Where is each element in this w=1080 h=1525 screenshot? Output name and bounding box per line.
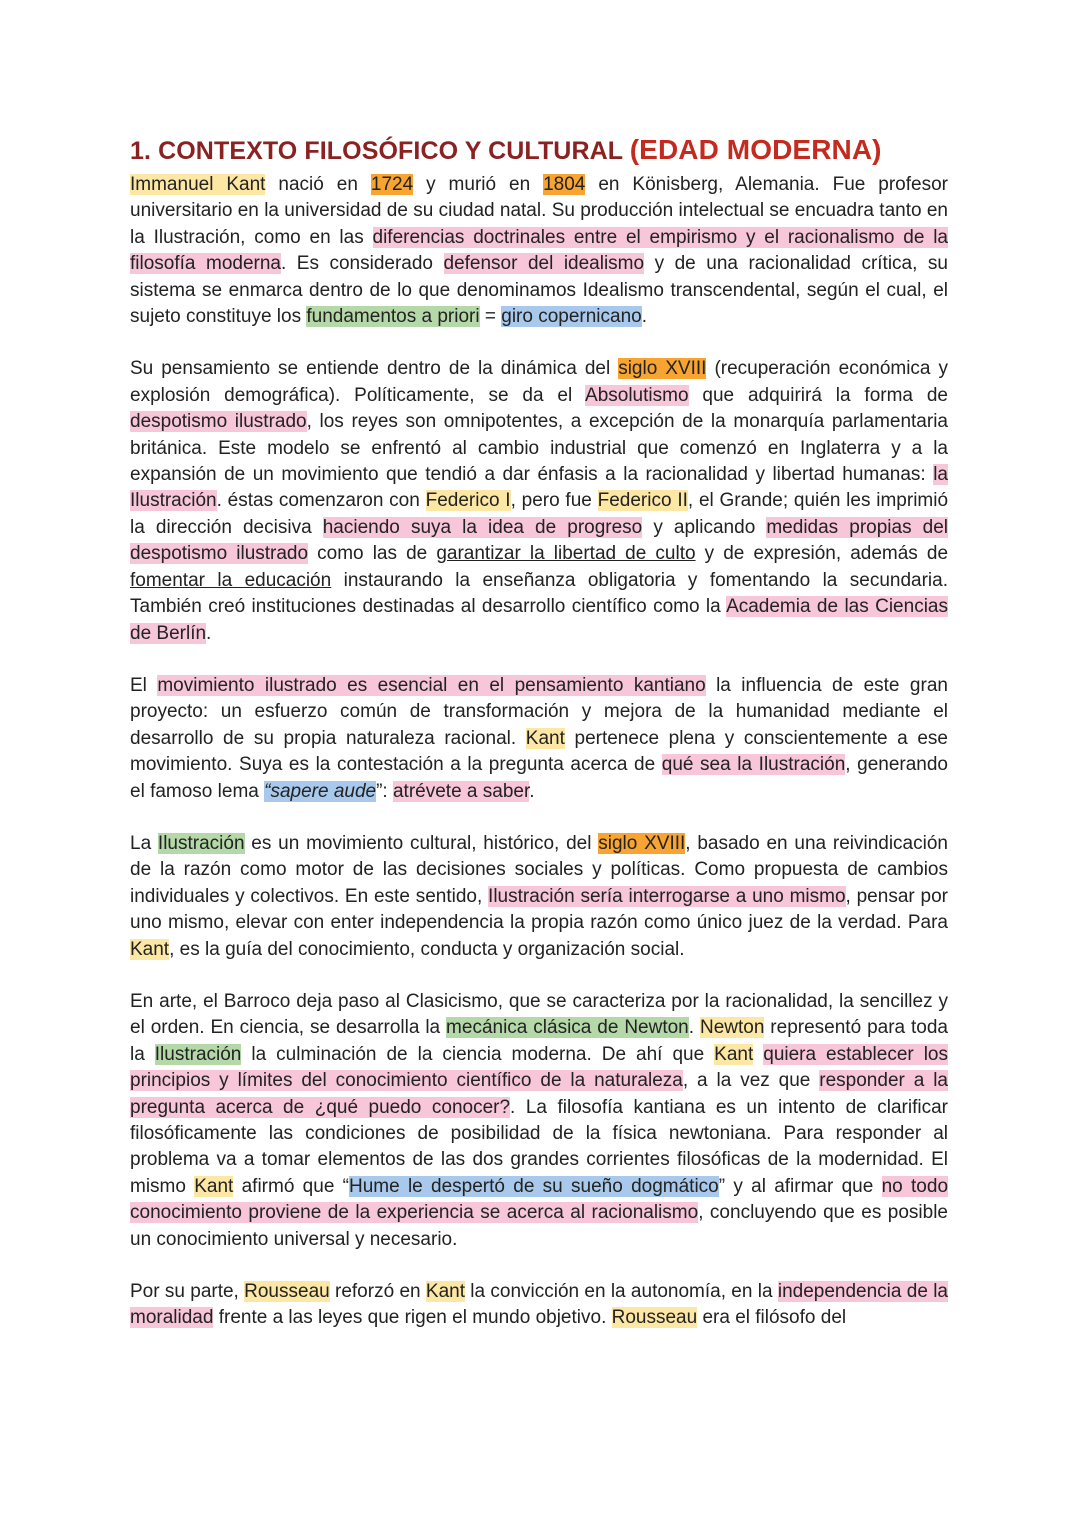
pink-highlight: la Ilustración	[130, 464, 948, 512]
text-segment: , pero fue	[510, 490, 598, 512]
text-segment: como las de	[308, 543, 437, 565]
text-segment: ”:	[376, 780, 393, 802]
paragraph	[130, 673, 948, 805]
yellow-highlight: Kant	[425, 1281, 465, 1303]
orange-highlight: 1724	[370, 174, 414, 195]
text-segment: , los reyes son omnipotentes, a excepción de la monarquía parlamentaria británica. Este modelo se enfrentó al cambio industrial que comenzó en Inglaterra y a la expansión de un movimiento que tendió a dar énfasis a la racionalidad y libertad humanas:	[130, 411, 948, 486]
pink-highlight: haciendo suya la idea de progreso	[322, 516, 643, 538]
document-page	[130, 134, 948, 1358]
section-title-main: 1. CONTEXTO FILOSÓFICO Y CULTURAL	[130, 137, 630, 165]
text-segment: y murió en	[413, 174, 544, 195]
text-segment: , a la vez que	[682, 1070, 820, 1092]
text-segment: En arte, el Barroco deja paso al Clasicismo, que se caracteriza por la racionalidad, la sencillez y el orden. En ciencia, se desarrolla la	[130, 990, 948, 1039]
pink-highlight: qué sea la Ilustración	[661, 754, 846, 776]
text-segment: nació en	[265, 174, 371, 195]
yellow-highlight: Kant	[194, 1175, 234, 1197]
yellow-highlight: Newton	[699, 1017, 765, 1039]
text-segment: Por su parte,	[130, 1281, 245, 1303]
yellow-highlight: Kant	[714, 1043, 754, 1065]
section-title-subtitle: (EDAD MODERNA)	[629, 134, 882, 165]
text-segment: , el Grande; quién les imprimió la dirección decisiva	[130, 490, 949, 538]
yellow-highlight: Federico II	[597, 490, 688, 512]
pink-highlight: movimiento ilustrado es esencial en el pensamiento kantiano	[157, 674, 706, 696]
paragraph	[130, 1279, 948, 1332]
section-title	[130, 134, 948, 166]
underlined-text: fomentar la educación	[130, 569, 332, 591]
text-segment: , basado en una reivindicación de la razón como motor de las decisiones sociales y políticas. Como propuesta de cambios individuales y colectivos. En este sentido,	[130, 832, 948, 907]
pink-highlight: medidas propias del despotismo ilustrado	[130, 516, 949, 565]
pink-highlight: defensor del idealismo	[443, 253, 645, 275]
text-segment: , es la guía del conocimiento, conducta y organización social.	[169, 938, 685, 960]
green-highlight: Ilustración	[157, 832, 245, 854]
pink-highlight: Ilustración sería interrogarse a uno mismo	[488, 885, 846, 907]
text-segment: instaurando la enseñanza obligatoria y fomentando la secundaria. También creó instituciones destinadas al desarrollo científico como la	[130, 569, 949, 618]
paragraph	[130, 989, 948, 1253]
text-segment: representó para toda la	[130, 1017, 948, 1065]
paragraph	[130, 831, 948, 963]
yellow-highlight: Kant	[525, 727, 565, 749]
pink-highlight: atrévete a saber	[392, 780, 530, 802]
text-segment: (recuperación económica y explosión demográfica). Políticamente, se da el	[130, 358, 949, 406]
text-segment: .	[641, 306, 648, 328]
text-segment: era el filósofo del	[697, 1307, 847, 1329]
pink-highlight: no todo conocimiento proviene de la experiencia se acerca al racionalismo	[130, 1175, 949, 1224]
text-segment: . Es considerado	[280, 253, 444, 275]
yellow-highlight: Rousseau	[244, 1281, 330, 1303]
text-segment: , generando el famoso lema	[130, 754, 949, 802]
text-segment	[753, 1044, 763, 1065]
pink-highlight: despotismo ilustrado	[130, 411, 307, 433]
text-segment: afirmó que “	[233, 1175, 349, 1197]
orange-highlight: siglo XVIII	[598, 832, 686, 854]
pink-highlight: Academia de las Ciencias de Berlín	[130, 596, 948, 644]
yellow-highlight: Rousseau	[611, 1307, 698, 1329]
pink-highlight: diferencias doctrinales entre el empirismo y el racionalismo de la filosofía moderna	[130, 226, 948, 275]
text-segment: ” y al afirmar que	[718, 1175, 882, 1197]
pink-highlight: Absolutismo	[585, 384, 689, 406]
text-segment: El	[130, 674, 158, 696]
blue-highlight: Hume le despertó de su sueño dogmático	[349, 1175, 719, 1197]
paragraph	[130, 356, 948, 646]
text-segment: Su pensamiento se entiende dentro de la dinámica del	[130, 358, 619, 380]
text-segment: la culminación de la ciencia moderna. De ahí que	[241, 1043, 715, 1065]
text-segment: es un movimiento cultural, histórico, del	[244, 832, 599, 854]
blue-highlight: “sapere aude	[264, 780, 377, 802]
text-segment: la influencia de este gran proyecto: un esfuerzo común de transformación y mejora de la humanidad mediante el desarrollo de su propia naturaleza racional.	[130, 674, 948, 749]
orange-highlight: 1804	[543, 174, 586, 195]
pink-highlight: quiera establecer los principios y límites del conocimiento científico de la naturaleza	[130, 1043, 948, 1092]
text-segment: . éstas comenzaron con	[216, 490, 426, 512]
text-segment: pertenece plena y conscientemente a ese movimiento. Suya es la contestación a la pregunta acerca de	[130, 727, 948, 776]
pink-highlight: responder a la pregunta acerca de ¿qué puedo conocer?	[130, 1070, 949, 1118]
text-segment: en Könisberg, Alemania. Fue profesor universitario en la universidad de su ciudad natal. Su producción intelectual se encuadra tanto en la Ilustración, como en las	[130, 174, 948, 248]
text-segment: =	[479, 306, 502, 328]
text-segment: frente a las leyes que rigen el mundo objetivo.	[213, 1307, 612, 1329]
paragraph	[130, 172, 948, 330]
yellow-highlight: Immanuel Kant	[130, 174, 266, 195]
blue-highlight: giro copernicano	[501, 306, 642, 328]
yellow-highlight: Federico I	[425, 490, 511, 512]
green-highlight: Ilustración	[154, 1043, 242, 1065]
pink-highlight: independencia de la moralidad	[130, 1281, 948, 1329]
text-segment: .	[529, 780, 535, 802]
underlined-text: garantizar la libertad de culto	[436, 543, 696, 565]
text-segment: . La filosofía kantiana es un intento de clarificar filosóficamente las condiciones de posibilidad de la física newtoniana. Para responder al problema va a tomar elementos de las dos grandes corrientes filosóficas de la modernidad. El mismo	[130, 1096, 948, 1197]
text-segment: y de expresión, además de	[695, 543, 949, 565]
green-highlight: mecánica clásica de Newton	[446, 1017, 689, 1039]
orange-highlight: siglo XVIII	[618, 358, 707, 380]
text-segment: y aplicando	[642, 516, 767, 538]
text-segment: reforzó en	[329, 1281, 426, 1303]
text-segment: .	[206, 622, 212, 644]
text-segment: .	[688, 1017, 700, 1039]
green-highlight: fundamentos a priori	[306, 306, 480, 328]
text-segment: La	[130, 832, 158, 854]
text-segment: , pensar por uno mismo, elevar con enter independencia la propia razón como único juez de la verdad. Para	[130, 885, 948, 934]
yellow-highlight: Kant	[130, 938, 170, 960]
text-segment: y de una racionalidad crítica, su sistema se enmarca dentro de lo que denominamos Idealismo transcendental, según el cual, el sujeto constituye los	[130, 253, 948, 328]
text-segment: , concluyendo que es posible un conocimiento universal y necesario.	[130, 1202, 948, 1250]
text-segment: la convicción en la autonomía, en la	[464, 1281, 778, 1303]
text-segment: que adquirirá la forma de	[688, 384, 948, 406]
